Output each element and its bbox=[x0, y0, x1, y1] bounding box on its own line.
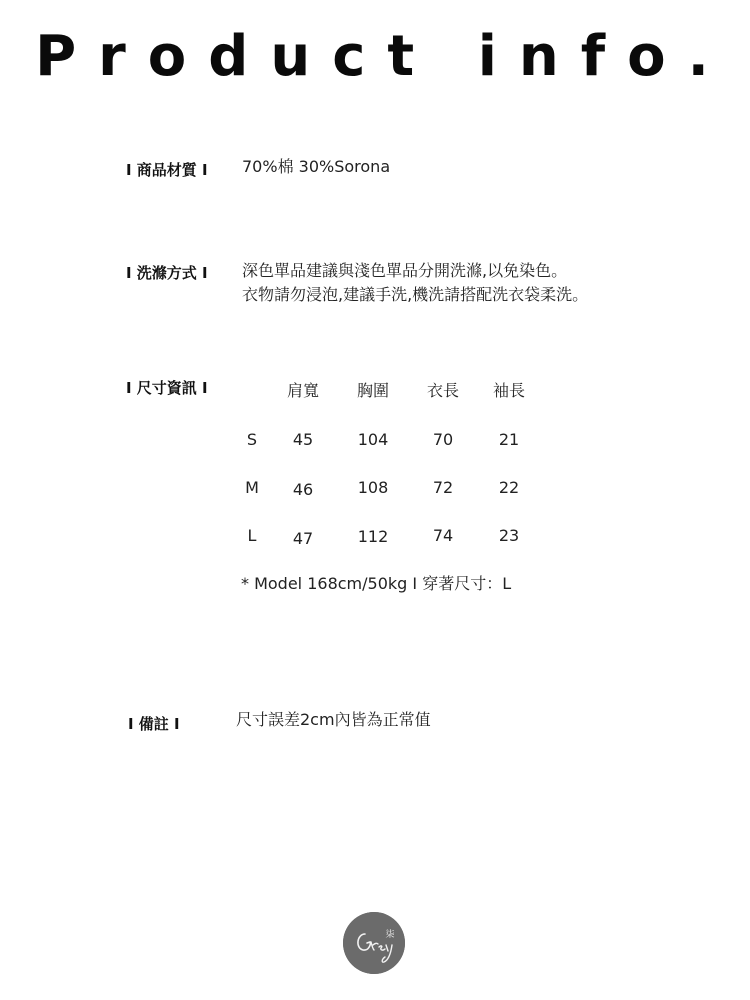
size-row-label: S bbox=[246, 430, 258, 449]
size-cell: 23 bbox=[498, 526, 520, 545]
size-cell: 112 bbox=[357, 527, 389, 546]
size-row-label: M bbox=[245, 478, 259, 497]
size-cell: 72 bbox=[432, 478, 454, 497]
washing-line-2: 衣物請勿浸泡,建議手洗,機洗請搭配洗衣袋柔洗。 bbox=[242, 285, 589, 304]
logo-mark bbox=[343, 912, 405, 974]
size-cell: 108 bbox=[357, 478, 389, 497]
size-cell: 47 bbox=[292, 529, 314, 548]
size-cell: 70 bbox=[432, 430, 454, 449]
size-row-label: L bbox=[247, 526, 257, 545]
size-cell: 21 bbox=[498, 430, 520, 449]
page-title: Product info. bbox=[35, 24, 731, 89]
washing-label: I 洗滌方式 I bbox=[126, 264, 208, 282]
size-cell: 104 bbox=[357, 430, 389, 449]
remarks-value: 尺寸誤差2cm內皆為正常值 bbox=[236, 710, 431, 729]
model-note: * Model 168cm/50kg I 穿著尺寸：L bbox=[241, 574, 512, 593]
svg-text:柒: 柒 bbox=[385, 930, 395, 940]
size-column-header: 袖長 bbox=[492, 381, 525, 400]
washing-line-1: 深色單品建議與淺色單品分開洗滌,以免染色。 bbox=[242, 261, 568, 280]
size-label: I 尺寸資訊 I bbox=[126, 379, 208, 397]
size-cell: 74 bbox=[432, 526, 454, 545]
size-column-header: 胸圍 bbox=[356, 381, 389, 400]
size-column-header: 肩寬 bbox=[286, 381, 319, 400]
material-value: 70%棉 30%Sorona bbox=[242, 157, 391, 176]
size-cell: 45 bbox=[292, 430, 314, 449]
size-cell: 22 bbox=[498, 478, 520, 497]
brand-logo bbox=[343, 912, 405, 974]
size-column-header: 衣長 bbox=[426, 381, 459, 400]
material-label: I 商品材質 I bbox=[126, 161, 208, 179]
remarks-label: I 備註 I bbox=[128, 715, 180, 733]
size-cell: 46 bbox=[292, 480, 314, 499]
